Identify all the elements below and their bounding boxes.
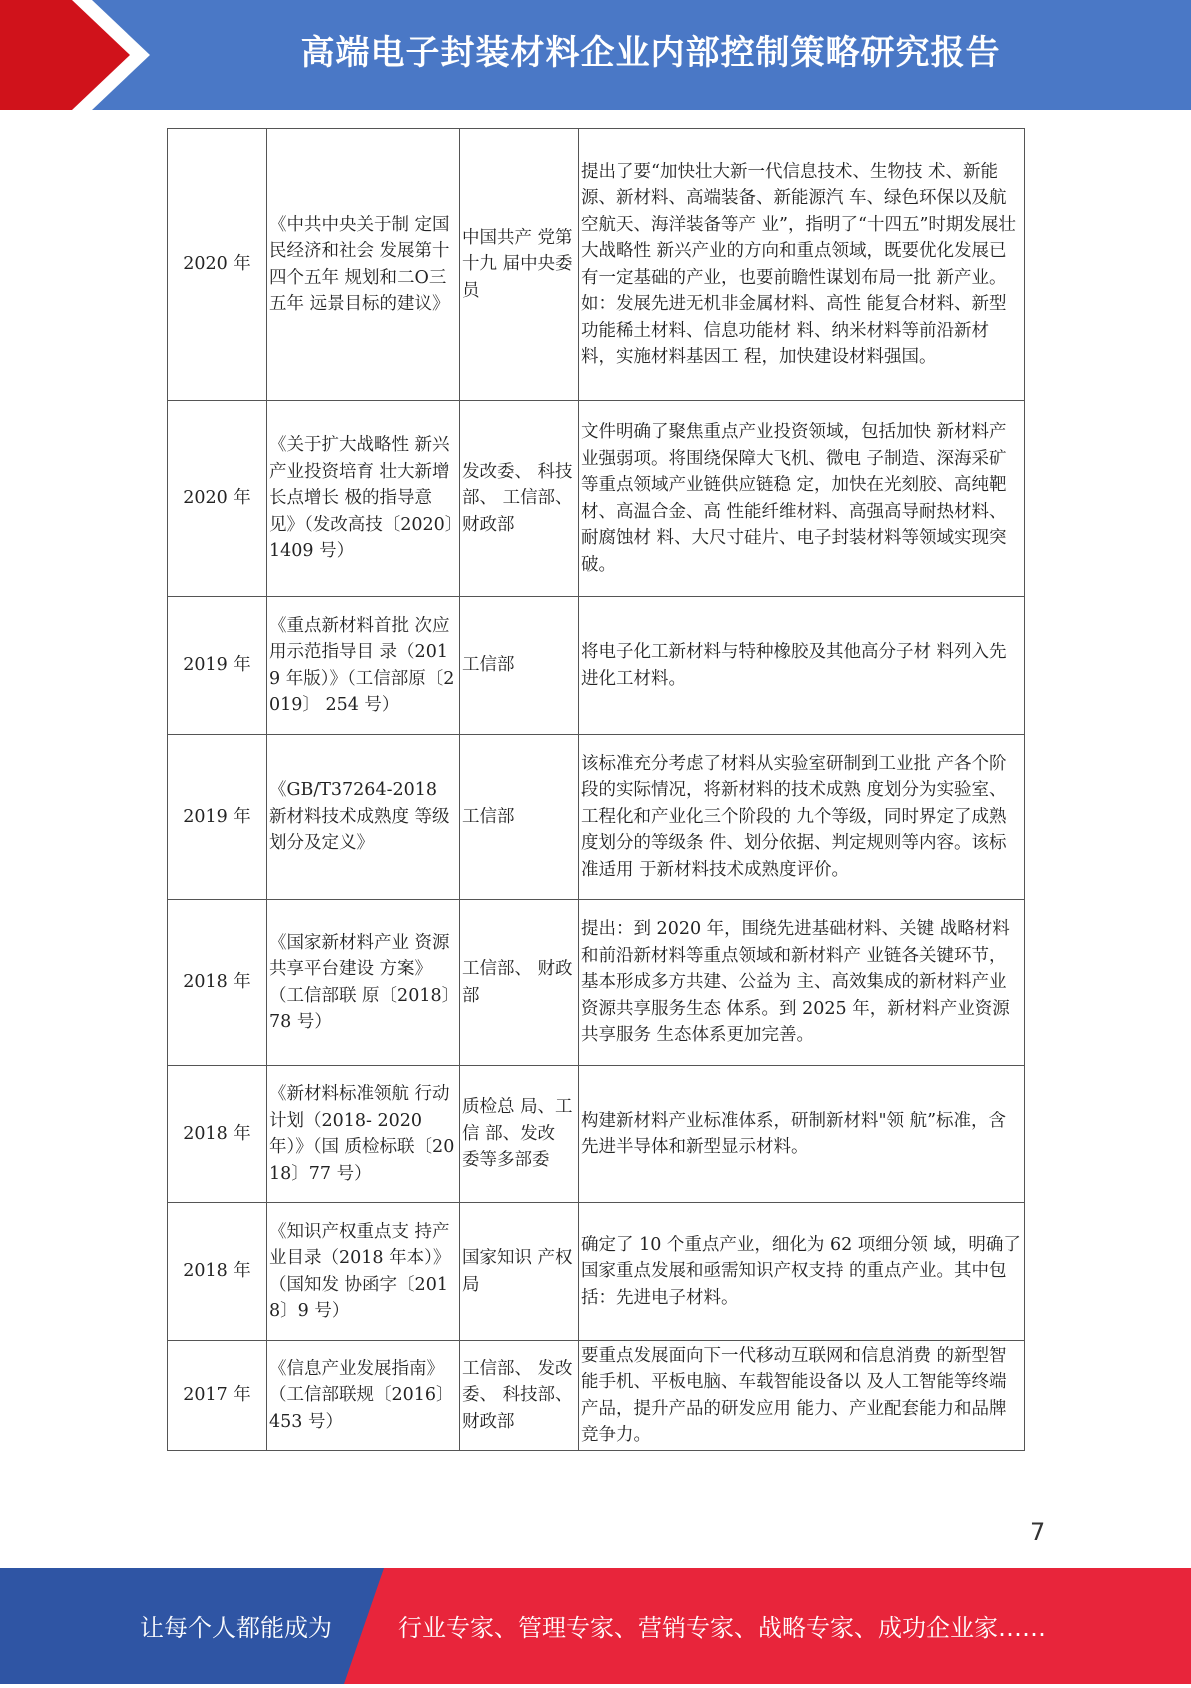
content-cell: 要重点发展面向下一代移动互联网和信息消费 的新型智能手机、平板电脑、车载智能设备以 及人工智能等终端产品，提升产品的研发应用 能力、产业配套能力和品牌竞争力。 [579, 1341, 1025, 1451]
content-cell: 该标准充分考虑了材料从实验室研制到工业批 产各个阶段的实际情况，将新材料的技术成熟 度划分为实验室、工程化和产业化三个阶段的 九个等级，同时界定了成熟度划分的等级条 件、划分依据、判定规则等内容。该标准适用 于新材料技术成熟度评价。 [579, 735, 1025, 900]
content-cell: 将电子化工新材料与特种橡胶及其他高分子材 料列入先进化工材料。 [579, 597, 1025, 735]
table-row [168, 1341, 1025, 1451]
page-number: 7 [1030, 1518, 1046, 1546]
table-row [168, 597, 1025, 735]
issuer-cell: 国家知识 产权局 [460, 1203, 579, 1341]
document-cell: 《重点新材料首批 次应用示范指导目 录（2019 年版）》（工信部原〔2019〕 254 号） [267, 597, 460, 735]
footer-slogan-right: 行业专家、管理专家、营销专家、战略专家、成功企业家…… [398, 1614, 1046, 1642]
table-row [168, 1203, 1025, 1341]
year-cell: 2020 年 [168, 401, 267, 597]
content-cell: 构建新材料产业标准体系，研制新材料"领 航”标准，含先进半导体和新型显示材料。 [579, 1066, 1025, 1203]
table-row [168, 900, 1025, 1066]
content-cell: 提出了要“加快壮大新一代信息技术、生物技 术、新能源、新材料、高端装备、新能源汽 车、绿色环保以及航空航天、海洋装备等产 业”，指明了“十四五”时期发展壮大战略性 新兴产业的方向和重点领域，既要优化发展已 有一定基础的产业，也要前瞻性谋划布局一批 新产业。如：发展先进无机非金属材料、高性 能复合材料、新型功能稀土材料、信息功能材 料、纳米材料等前沿新材料，实施材料基因工 程，加快建设材料强国。 [579, 129, 1025, 401]
issuer-cell: 工信部、 发改委、 科技部、 财政部 [460, 1341, 579, 1451]
content-cell: 提出：到 2020 年，围绕先进基础材料、关键 战略材料和前沿新材料等重点领域和新材料产 业链各关键环节，基本形成多方共建、公益为 主、高效集成的新材料产业资源共享服务生态 体系。到 2025 年，新材料产业资源共享服务 生态体系更加完善。 [579, 900, 1025, 1066]
year-cell: 2018 年 [168, 1066, 267, 1203]
document-cell: 《信息产业发展指南》（工信部联规〔2016〕 453 号） [267, 1341, 460, 1451]
table-row [168, 129, 1025, 401]
table-row [168, 401, 1025, 597]
issuer-cell: 发改委、 科技部、 工信部、 财政部 [460, 401, 579, 597]
content-cell: 文件明确了聚焦重点产业投资领域，包括加快 新材料产业强弱项。将围绕保障大飞机、微电 子制造、深海采矿等重点领域产业链供应链稳 定，加快在光刻胶、高纯靶材、高温合金、高 性能纤维材料、高强高导耐热材料、耐腐蚀材 料、大尺寸硅片、电子封装材料等领域实现突 破。 [579, 401, 1025, 597]
page-footer [0, 1568, 1191, 1684]
issuer-cell: 质检总 局、工信 部、发改 委等多部委 [460, 1066, 579, 1203]
year-cell: 2019 年 [168, 597, 267, 735]
year-cell: 2018 年 [168, 1203, 267, 1341]
document-cell: 《新材料标准领航 行动计划（2018- 2020 年）》（国 质检标联〔2018〕77 号） [267, 1066, 460, 1203]
page-header [0, 0, 1191, 110]
report-title: 高端电子封装材料企业内部控制策略研究报告 [300, 33, 1001, 73]
document-cell: 《国家新材料产业 资源共享平台建设 方案》（工信部联 原〔2018〕78 号） [267, 900, 460, 1066]
red-arrow-decoration [0, 0, 150, 110]
content-cell: 确定了 10 个重点产业，细化为 62 项细分领 域，明确了国家重点发展和亟需知识产权支持 的重点产业。其中包括：先进电子材料。 [579, 1203, 1025, 1341]
document-cell: 《知识产权重点支 持产业目录（2018 年本）》（国知发 协函字〔2018〕9 号） [267, 1203, 460, 1341]
table-row [168, 735, 1025, 900]
year-cell: 2017 年 [168, 1341, 267, 1451]
document-cell: 《GB/T37264-2018 新材料技术成熟度 等级划分及定义》 [267, 735, 460, 900]
document-cell: 《关于扩大战略性 新兴产业投资培育 壮大新增长点增长 极的指导意见》（发改高技〔2020〕1409 号） [267, 401, 460, 597]
issuer-cell: 中国共产 党第十九 届中央委 员 [460, 129, 579, 401]
document-cell: 《中共中央关于制 定国民经济和社会 发展第十四个五年 规划和二O三五年 远景目标的建议》 [267, 129, 460, 401]
issuer-cell: 工信部 [460, 735, 579, 900]
year-cell: 2019 年 [168, 735, 267, 900]
table-row [168, 1066, 1025, 1203]
policy-table [167, 128, 1025, 1451]
issuer-cell: 工信部 [460, 597, 579, 735]
footer-slogan-left: 让每个人都能成为 [140, 1614, 332, 1642]
issuer-cell: 工信部、 财政部 [460, 900, 579, 1066]
year-cell: 2020 年 [168, 129, 267, 401]
year-cell: 2018 年 [168, 900, 267, 1066]
